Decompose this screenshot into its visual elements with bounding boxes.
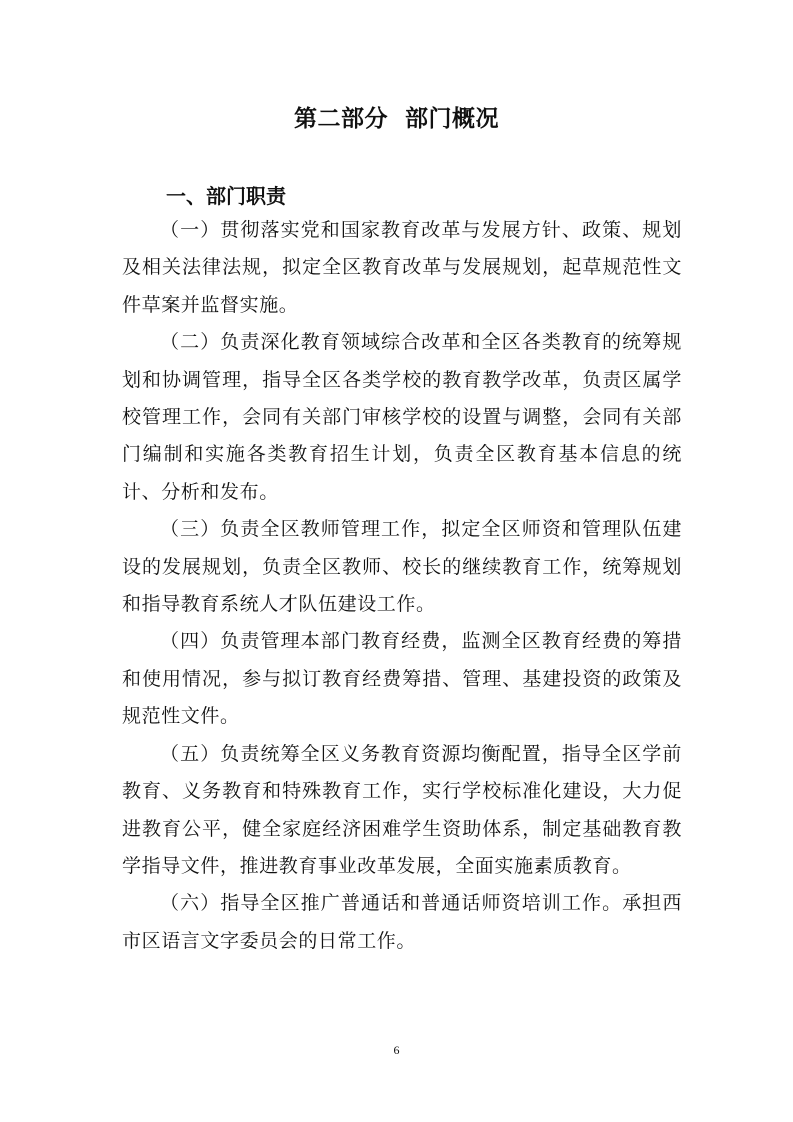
page-title: 第二部分 部门概况 <box>293 106 499 132</box>
paragraph-duty-1: （一）贯彻落实党和国家教育改革与发展方针、政策、规划及相关法律法规，拟定全区教育改革与发展规划，起草规范性文件草案并监督实施。 <box>122 219 682 316</box>
paragraph-duty-6: （六）指导全区推广普通话和普通话师资培训工作。承担西市区语言文字委员会的日常工作。 <box>122 892 682 952</box>
paragraph-duty-4: （四）负责管理本部门教育经费，监测全区教育经费的筹措和使用情况，参与拟订教育经费筹措、管理、基建投资的政策及规范性文件。 <box>122 630 682 728</box>
paragraph-duty-2: （二）负责深化教育领域综合改革和全区各类教育的统筹规划和协调管理，指导全区各类学校的教育教学改革，负责区属学校管理工作，会同有关部门审核学校的设置与调整，会同有关部门编制和实施各类教育招生计划，负责全区教育基本信息的统计、分析和发布。 <box>122 331 682 503</box>
paragraph-duty-3: （三）负责全区教师管理工作，拟定全区师资和管理队伍建设的发展规划，负责全区教师、校长的继续教育工作，统筹规划和指导教育系统人才队伍建设工作。 <box>122 518 682 616</box>
document-body <box>122 212 682 960</box>
page-number: 6 <box>393 1043 400 1057</box>
paragraph-duty-5: （五）负责统筹全区义务教育资源均衡配置，指导全区学前教育、义务教育和特殊教育工作，实行学校标准化建设，大力促进教育公平，健全家庭经济困难学生资助体系，制定基础教育教学指导文件，推进教育事业改革发展，全面实施素质教育。 <box>122 742 682 877</box>
section-heading: 一、部门职责 <box>166 184 286 208</box>
